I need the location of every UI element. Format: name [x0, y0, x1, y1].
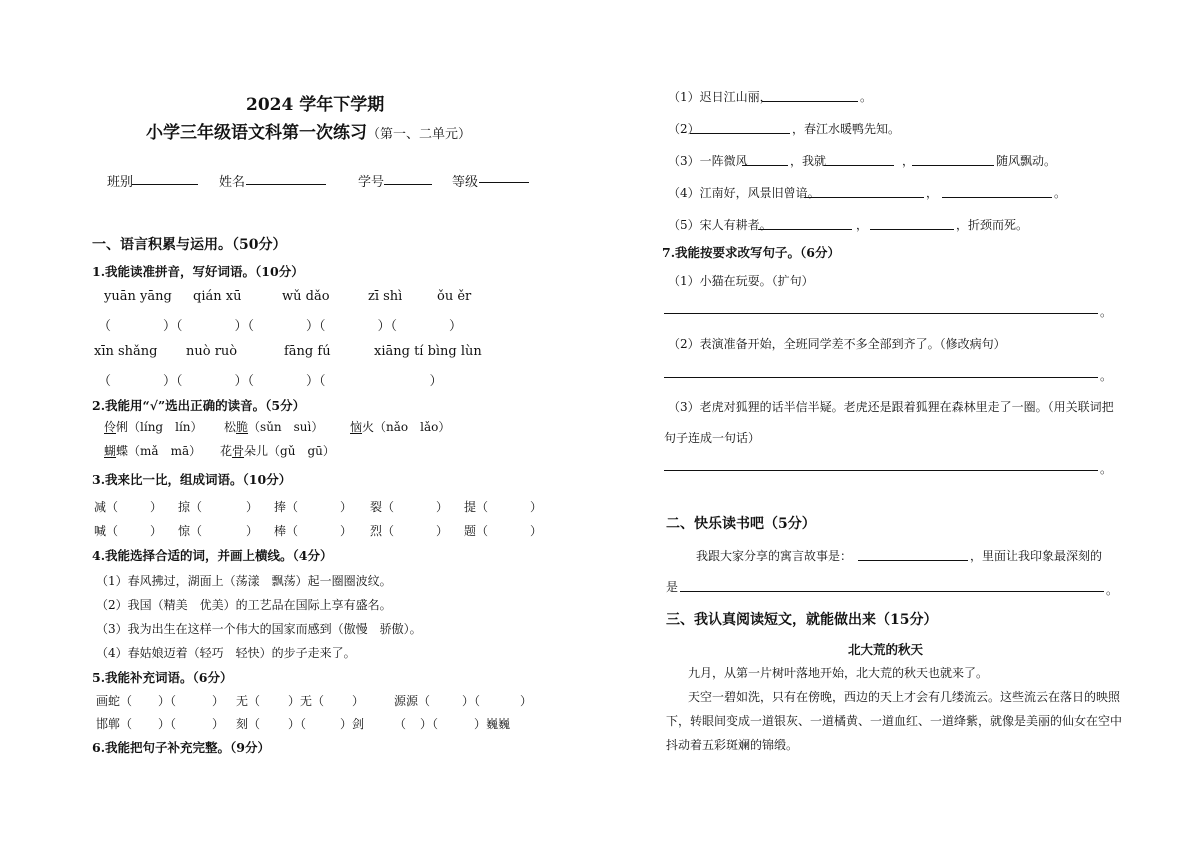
question-6-heading: 6.我能把句子补充完整。（9分）: [92, 740, 270, 755]
impression-blank[interactable]: [680, 591, 1104, 592]
pinyin-item: wǔ dǎo: [282, 289, 330, 304]
compare-close[interactable]: ）: [246, 500, 259, 514]
idiom-part[interactable]: ）（: [420, 717, 439, 731]
section-3-heading: 三、我认真阅读短文，就能做出来（15分）: [666, 612, 938, 628]
compare-close[interactable]: ）: [436, 500, 449, 514]
passage-paragraph: 下，转眼间变成一道银灰、一道橘黄、一道血红、一道绛紫，就像是美丽的仙女在空中: [666, 714, 1123, 728]
word-rest: 俐: [116, 420, 129, 434]
compare-item: 喊（: [94, 524, 119, 538]
rewrite-item: （1）小猫在玩耍。（扩句）: [668, 274, 814, 288]
choice-sentence[interactable]: （3）我为出生在这样一个伟大的国家而感到（傲慢 骄傲）。: [96, 622, 422, 636]
fill-item-5-blank-b[interactable]: [870, 229, 954, 230]
target-char: 伶: [104, 420, 117, 434]
rewrite-line-period: 。: [1100, 369, 1113, 383]
idiom-part[interactable]: ）剑: [340, 717, 365, 731]
passage-title: 北大荒的秋天: [848, 642, 924, 657]
word-rest: 蝶: [116, 444, 129, 458]
compare-item: 减（: [94, 500, 119, 514]
pinyin-item: yuān yāng: [104, 289, 172, 304]
exam-subtitle-main: 小学三年级语文科第一次练习: [146, 123, 367, 143]
student-id-field-label: 学号: [358, 175, 385, 190]
fill-item-3-blank-a[interactable]: [742, 165, 788, 166]
pronunciation-item-4[interactable]: [104, 442, 201, 459]
answer-brackets[interactable]: （ ）（ ）（ ）（ ）（ ）: [98, 319, 463, 334]
pinyin-item: zī shì: [368, 289, 403, 304]
word-rest: 火: [362, 420, 375, 434]
rewrite-item: （2）表演准备开始，全班同学差不多全部到齐了。（修改病句）: [668, 337, 1006, 351]
idiom-part: 源源（: [394, 694, 431, 708]
rewrite-line-period: 。: [1100, 462, 1113, 476]
target-char: 恼: [350, 420, 363, 434]
question-5-heading: 5.我能补充词语。（6分）: [92, 670, 233, 685]
target-char: 蝴: [104, 444, 117, 458]
compare-close[interactable]: ）: [530, 500, 543, 514]
word-rest: 松: [224, 420, 237, 434]
class-field-input[interactable]: [132, 184, 198, 185]
fill-item-4-text: （4）江南好，风景旧曾谙。: [668, 186, 820, 200]
choice-sentence[interactable]: （1）春风拂过，湖面上（荡漾 飘荡）起一圈圈波纹。: [96, 574, 392, 588]
compare-item: 烈（: [370, 524, 395, 538]
idiom-part[interactable]: ）无（: [288, 694, 325, 708]
exam-title: 2024 学年下学期: [246, 95, 385, 115]
passage-paragraph: 抖动着五彩斑斓的锦缎。: [666, 738, 799, 752]
idiom-part[interactable]: （: [394, 717, 407, 731]
reading-share-text-end: ，里面让我印象最深刻的: [970, 549, 1103, 563]
reading-share-line2: 是: [666, 580, 679, 594]
pronunciation-item-5[interactable]: [220, 442, 335, 459]
question-1-heading: 1.我能读准拼音，写好词语。（10分）: [92, 264, 304, 279]
pinyin-choices: （líng lín）: [128, 420, 203, 434]
fill-item-5-comma: ，: [856, 218, 869, 232]
fill-item-4-comma: ，: [926, 186, 939, 200]
name-field-input[interactable]: [246, 184, 326, 185]
question-3-heading: 3.我来比一比，组成词语。（10分）: [92, 472, 292, 487]
fill-item-3-end: 随风飘动。: [996, 154, 1057, 168]
pinyin-choices: （sǔn suì）: [248, 420, 324, 434]
fill-item-2-end: ，春江水暖鸭先知。: [792, 122, 901, 136]
fill-item-1-text: （1）迟日江山丽，: [668, 90, 772, 104]
student-id-field-input[interactable]: [384, 184, 432, 185]
pronunciation-item-3[interactable]: [350, 418, 450, 435]
idiom-part: 画蛇（: [96, 694, 133, 708]
idiom-part[interactable]: ）: [352, 694, 365, 708]
impression-period: 。: [1106, 583, 1119, 597]
pinyin-choices: （nǎo lǎo）: [374, 420, 451, 434]
word-rest: 花: [220, 444, 233, 458]
compare-close[interactable]: ）: [340, 524, 353, 538]
pinyin-item: qián xū: [193, 289, 242, 304]
fill-item-3-text: （3）一阵微风: [668, 154, 748, 168]
rewrite-answer-line[interactable]: [664, 313, 1098, 314]
rewrite-item: （3）老虎对狐狸的话半信半疑。老虎还是跟着狐狸在森林里走了一圈。（用关联词把: [668, 400, 1114, 414]
rewrite-answer-line[interactable]: [664, 470, 1098, 471]
compare-close[interactable]: ）: [150, 524, 163, 538]
rewrite-answer-line[interactable]: [664, 377, 1098, 378]
rewrite-item-cont: 句子连成一句话）: [664, 431, 761, 445]
name-field-label: 姓名: [219, 175, 246, 190]
fill-item-4-blank-a[interactable]: [804, 197, 924, 198]
exam-subtitle-note: （第一、二单元）: [367, 127, 472, 142]
idiom-part[interactable]: ）（: [158, 717, 177, 731]
compare-item: 惊（: [178, 524, 203, 538]
pronunciation-item-1[interactable]: [104, 418, 203, 435]
idiom-part[interactable]: ）（: [158, 694, 177, 708]
compare-item: 掠（: [178, 500, 203, 514]
fill-item-3-blank-c[interactable]: [912, 165, 994, 166]
compare-close[interactable]: ）: [340, 500, 353, 514]
compare-close[interactable]: ）: [150, 500, 163, 514]
passage-paragraph: 九月，从第一片树叶落地开始，北大荒的秋天也就来了。: [688, 666, 989, 680]
fill-item-1-end: 。: [860, 90, 873, 104]
exam-subtitle: [146, 118, 471, 143]
grade-field-input[interactable]: [479, 182, 529, 183]
idiom-part[interactable]: ）: [212, 717, 225, 731]
compare-item: 棒（: [274, 524, 299, 538]
choice-sentence[interactable]: （4）春姑娘迈着（轻巧 轻快）的步子走来了。: [96, 646, 356, 660]
fill-item-3-comma: ，: [902, 154, 915, 168]
idiom-part: 邯郸（: [96, 717, 133, 731]
fill-item-5-blank-a[interactable]: [758, 229, 852, 230]
section-2-heading: 二、快乐读书吧（5分）: [666, 516, 816, 532]
word-rest: 朵儿: [244, 444, 269, 458]
choice-sentence[interactable]: （2）我国（精美 优美）的工艺品在国际上享有盛名。: [96, 598, 392, 612]
passage-paragraph: 天空一碧如洗，只有在傍晚，西边的天上才会有几缕流云。这些流云在落日的映照: [688, 690, 1121, 704]
idiom-part: ）巍巍: [474, 717, 511, 731]
idiom-part[interactable]: ）: [212, 694, 225, 708]
compare-close[interactable]: ）: [246, 524, 259, 538]
fill-item-3-blank-b[interactable]: [824, 165, 894, 166]
target-char: 骨: [232, 444, 245, 458]
fill-item-5-text: （5）宋人有耕者。: [668, 218, 772, 232]
fill-item-1-blank[interactable]: [762, 101, 858, 102]
class-field-label: 班别: [107, 175, 134, 190]
pinyin-choices: （mǎ mā）: [128, 444, 202, 458]
idiom-part[interactable]: ）（: [288, 717, 307, 731]
section-1-heading: 一、语言积累与运用。（50分）: [92, 237, 287, 253]
reading-share-text: 我跟大家分享的寓言故事是：: [696, 549, 853, 563]
compare-item: 裂（: [370, 500, 395, 514]
question-2-heading: 2.我能用“√”选出正确的读音。（5分）: [92, 398, 306, 413]
pinyin-choices: （gǔ gū）: [268, 444, 335, 458]
grade-field-label: 等级: [452, 175, 479, 190]
rewrite-line-period: 。: [1100, 305, 1113, 319]
compare-item: 捧（: [274, 500, 299, 514]
idiom-part: 刻（: [236, 717, 261, 731]
compare-item: 题（: [464, 524, 489, 538]
question-4-heading: 4.我能选择合适的词，并画上横线。（4分）: [92, 548, 333, 563]
fill-item-4-end: 。: [1054, 186, 1067, 200]
pinyin-item: fāng fú: [284, 344, 331, 359]
compare-close[interactable]: ）: [436, 524, 449, 538]
pinyin-item: nuò ruò: [186, 344, 238, 359]
pinyin-item: xiāng tí bìng lùn: [374, 344, 482, 359]
compare-close[interactable]: ）: [530, 524, 543, 538]
fill-item-3-mid: ，我就: [790, 154, 827, 168]
idiom-part[interactable]: ）（: [462, 694, 481, 708]
pinyin-item: xīn shǎng: [94, 344, 158, 359]
idiom-part[interactable]: ）: [520, 694, 533, 708]
target-char: 脆: [236, 420, 249, 434]
story-name-blank[interactable]: [858, 560, 968, 561]
fill-item-4-blank-b[interactable]: [942, 197, 1052, 198]
fill-item-2-text: （2）: [668, 122, 700, 136]
fill-item-2-blank[interactable]: [690, 133, 790, 134]
answer-brackets[interactable]: （ ）（ ）（ ）（ ）: [98, 374, 443, 389]
question-7-heading: 7.我能按要求改写句子。（6分）: [662, 245, 840, 260]
idiom-part: 无（: [236, 694, 261, 708]
fill-item-5-end: ，折颈而死。: [956, 218, 1029, 232]
pinyin-item: ǒu ěr: [437, 289, 472, 304]
compare-item: 提（: [464, 500, 489, 514]
pronunciation-item-2[interactable]: [224, 418, 323, 435]
